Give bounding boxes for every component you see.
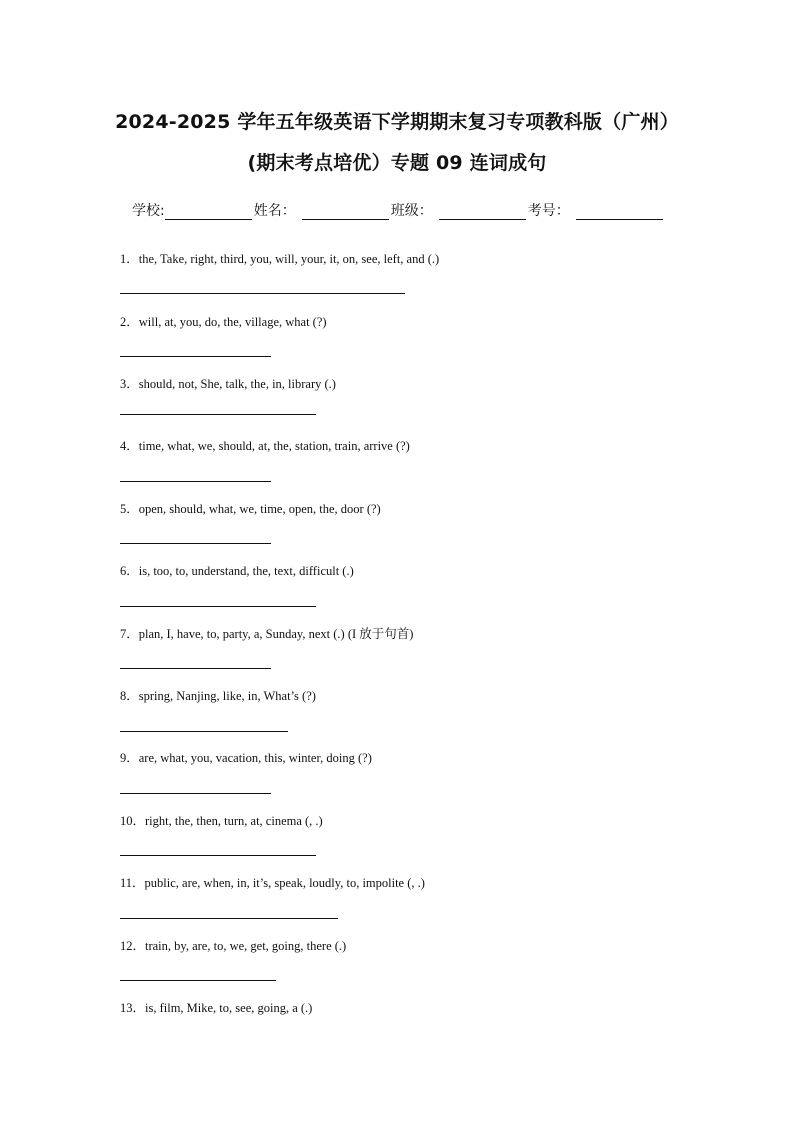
- answer-line-6[interactable]: [120, 606, 316, 607]
- question-1: 1．the, Take, right, third, you, will, your, it, on, see, left, and (.): [120, 252, 440, 266]
- answer-line-4[interactable]: [120, 481, 271, 482]
- question-4: 4．time, what, we, should, at, the, station, train, arrive (?): [120, 439, 410, 453]
- question-2: 2．will, at, you, do, the, village, what (?): [120, 315, 327, 329]
- answer-line-12[interactable]: [120, 980, 276, 981]
- question-11: 11．public, are, when, in, it’s, speak, loudly, to, impolite (, .): [120, 876, 425, 890]
- question-5: 5．open, should, what, we, time, open, the, door (?): [120, 502, 381, 516]
- question-3: 3．should, not, She, talk, the, in, library (.): [120, 377, 336, 391]
- exam-number-label: 考号：: [527, 203, 570, 219]
- school-label: 学校:: [132, 203, 165, 219]
- school-field[interactable]: [165, 204, 252, 220]
- answer-line-2[interactable]: [120, 356, 271, 357]
- answer-line-3[interactable]: [120, 414, 316, 415]
- document-title: 2024-2025 学年五年级英语下学期期末复习专项教科版（广州）: [115, 111, 679, 133]
- question-12: 12．train, by, are, to, we, get, going, there (.): [120, 939, 347, 953]
- student-info-row: [132, 200, 665, 220]
- answer-line-7[interactable]: [120, 668, 271, 669]
- question-7: 7．plan, I, have, to, party, a, Sunday, next (.) (I 放于句首): [120, 627, 414, 641]
- name-field[interactable]: [302, 204, 389, 220]
- name-label: 姓名：: [253, 203, 296, 219]
- class-label: 班级：: [390, 203, 433, 219]
- exam-number-field[interactable]: [576, 204, 663, 220]
- answer-line-10[interactable]: [120, 855, 316, 856]
- answer-line-11[interactable]: [120, 918, 338, 919]
- document-subtitle: (期末考点培优）专题 09 连词成句: [247, 152, 547, 174]
- class-field[interactable]: [439, 204, 526, 220]
- answer-line-5[interactable]: [120, 543, 271, 544]
- question-8: 8．spring, Nanjing, like, in, What’s (?): [120, 689, 316, 703]
- answer-line-8[interactable]: [120, 731, 288, 732]
- answer-line-9[interactable]: [120, 793, 271, 794]
- question-6: 6．is, too, to, understand, the, text, difficult (.): [120, 564, 354, 578]
- question-10: 10．right, the, then, turn, at, cinema (, .): [120, 814, 323, 828]
- answer-line-1[interactable]: [120, 293, 405, 294]
- question-9: 9．are, what, you, vacation, this, winter, doing (?): [120, 751, 372, 765]
- question-13: 13．is, film, Mike, to, see, going, a (.): [120, 1001, 313, 1015]
